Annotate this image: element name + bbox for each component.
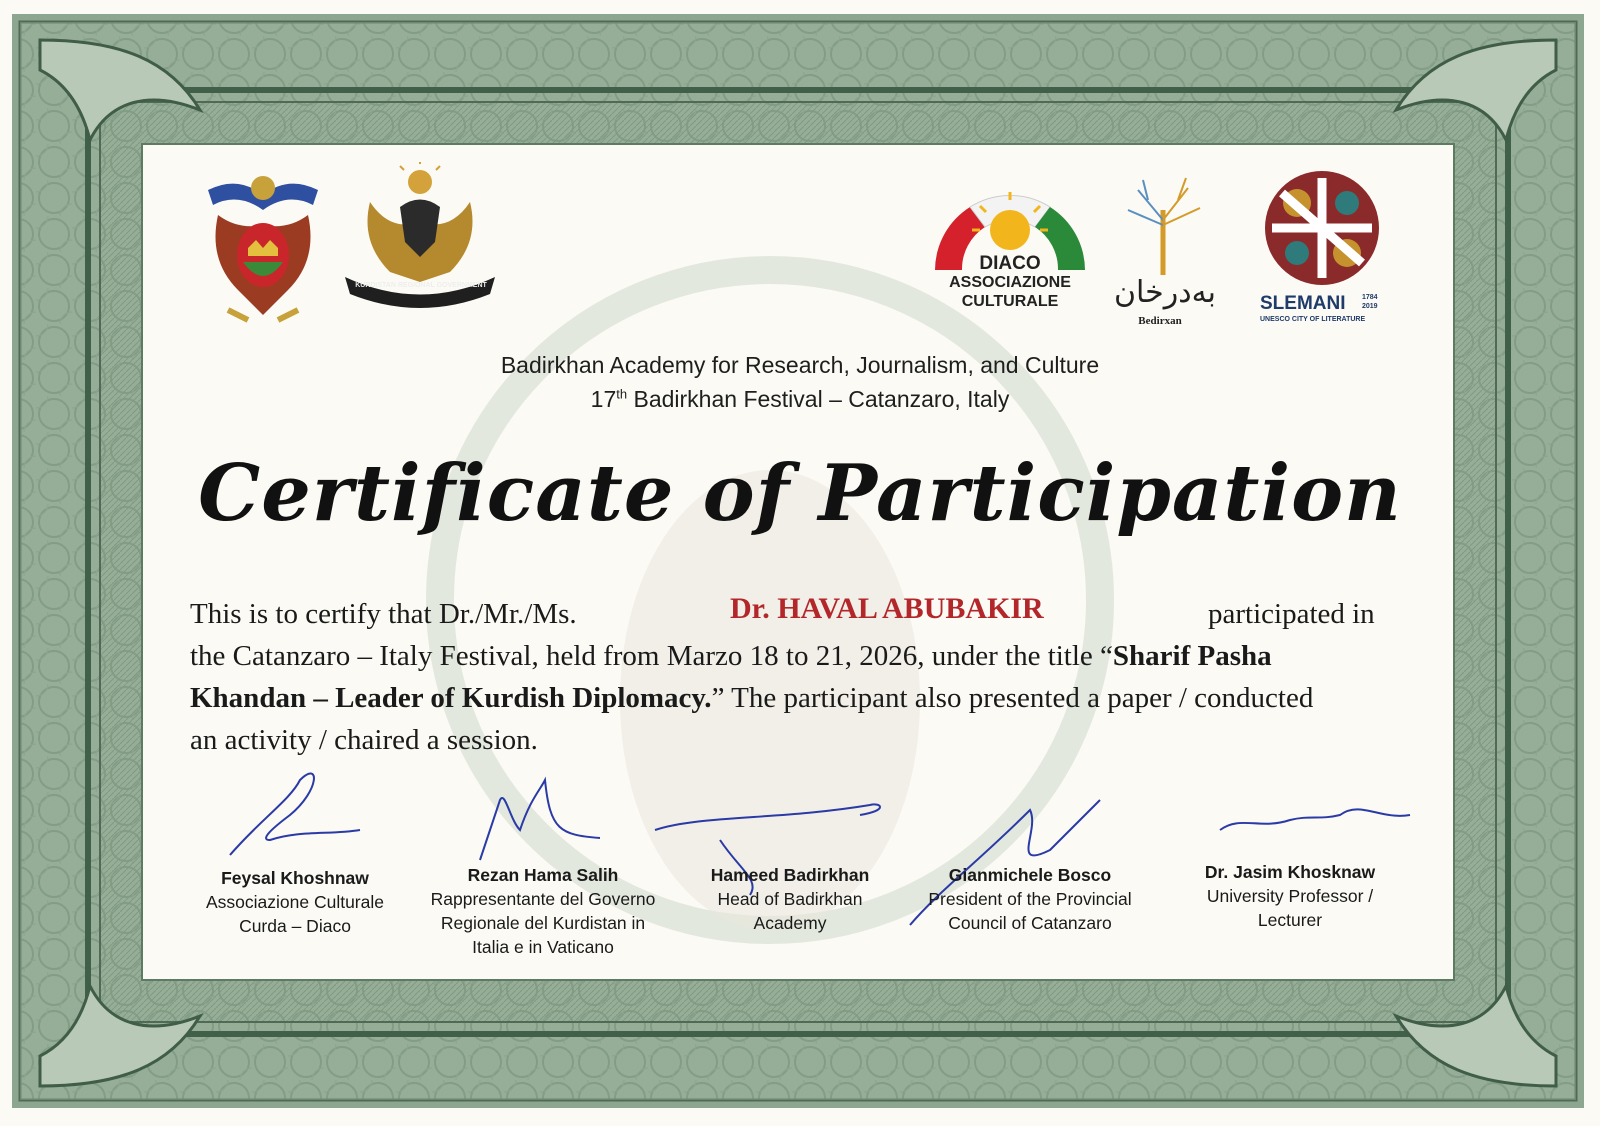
signatory-role-line: University Professor / <box>1206 886 1374 906</box>
peshmerga-emblem-icon <box>198 170 328 330</box>
signatory-name: Rezan Hama Salih <box>467 865 619 885</box>
signatory-name: Gianmichele Bosco <box>948 865 1112 885</box>
signatory-role-line: Rappresentante del Governo <box>430 889 656 909</box>
signatory-3 <box>670 863 910 935</box>
signatory-1 <box>170 866 420 938</box>
slemani-year-1: 1784 <box>1362 294 1378 301</box>
body-line-4: an activity / chaired a session. <box>190 724 538 756</box>
slemani-year-2: 2019 <box>1362 303 1378 310</box>
signatory-role-line: Regionale del Kurdistan in <box>440 913 646 933</box>
signatory-role-line: Academy <box>753 913 827 933</box>
signatory-name: Dr. Jasim Khosknaw <box>1204 862 1376 882</box>
festival-heading <box>0 386 1600 413</box>
slemani-years <box>1362 293 1378 311</box>
festival-ordinal: th <box>616 386 628 402</box>
certificate-title: Certificate of Participation <box>198 448 1402 539</box>
certify-intro: This is to certify that Dr./Mr./Ms. <box>190 598 577 630</box>
diaco-line-3: CULTURALE <box>961 293 1059 310</box>
body-line-2 <box>190 640 1390 673</box>
signatory-role-line: Head of Badirkhan <box>717 889 863 909</box>
slemani-logo-icon <box>1262 168 1382 288</box>
diaco-line-2: ASSOCIAZIONE <box>949 274 1071 291</box>
bedirxan-latin-text: Bedirxan <box>1138 315 1182 327</box>
diaco-line-1: DIACO <box>979 253 1041 274</box>
kurdistan-government-caption: KURDISTAN REGIONAL GOVERNMENT <box>355 282 487 289</box>
diaco-caption <box>930 254 1090 311</box>
bedirxan-kurdish-text: بەدرخان <box>1114 275 1216 310</box>
kurdistan-government-emblem-icon <box>340 162 500 312</box>
signatory-role-line: Lecturer <box>1257 910 1323 930</box>
festival-number: 17 <box>590 386 617 412</box>
signatory-role-line: President of the Provincial <box>928 889 1132 909</box>
signatory-2 <box>408 863 678 959</box>
signatory-name: Hameed Badirkhan <box>710 865 870 885</box>
slemani-subtitle: UNESCO CITY OF LITERATURE <box>1260 316 1366 323</box>
body-line-3 <box>190 682 1390 715</box>
signatory-role-line: Italia e in Vaticano <box>472 937 614 957</box>
participant-activity-text: ” The participant also presented a paper / conducted <box>711 682 1314 714</box>
recipient-name: Dr. HAVAL ABUBAKIR <box>730 592 1044 625</box>
participated-text: participated in <box>1208 598 1375 630</box>
event-title-part-2: Khandan – Leader of Kurdish Diplomacy. <box>190 682 712 714</box>
event-title-part-1: Sharif Pasha <box>1112 640 1272 672</box>
academy-heading: Badirkhan Academy for Research, Journalism, and Culture <box>500 352 1100 378</box>
festival-location: Badirkhan Festival – Catanzaro, Italy <box>627 386 1010 412</box>
festival-dates-text: the Catanzaro – Italy Festival, held from Marzo 18 to 21, 2026, under the title “ <box>190 640 1113 672</box>
signatory-role-line: Council of Catanzaro <box>948 913 1112 933</box>
slemani-label: SLEMANI <box>1260 293 1346 314</box>
signatory-5 <box>1160 860 1420 932</box>
signatory-role-line: Curda – Diaco <box>239 916 351 936</box>
bedirxan-tree-icon <box>1118 170 1208 280</box>
signatory-role-line: Associazione Culturale <box>205 892 384 912</box>
signatory-4 <box>905 863 1155 935</box>
signatory-name: Feysal Khoshnaw <box>221 868 369 888</box>
